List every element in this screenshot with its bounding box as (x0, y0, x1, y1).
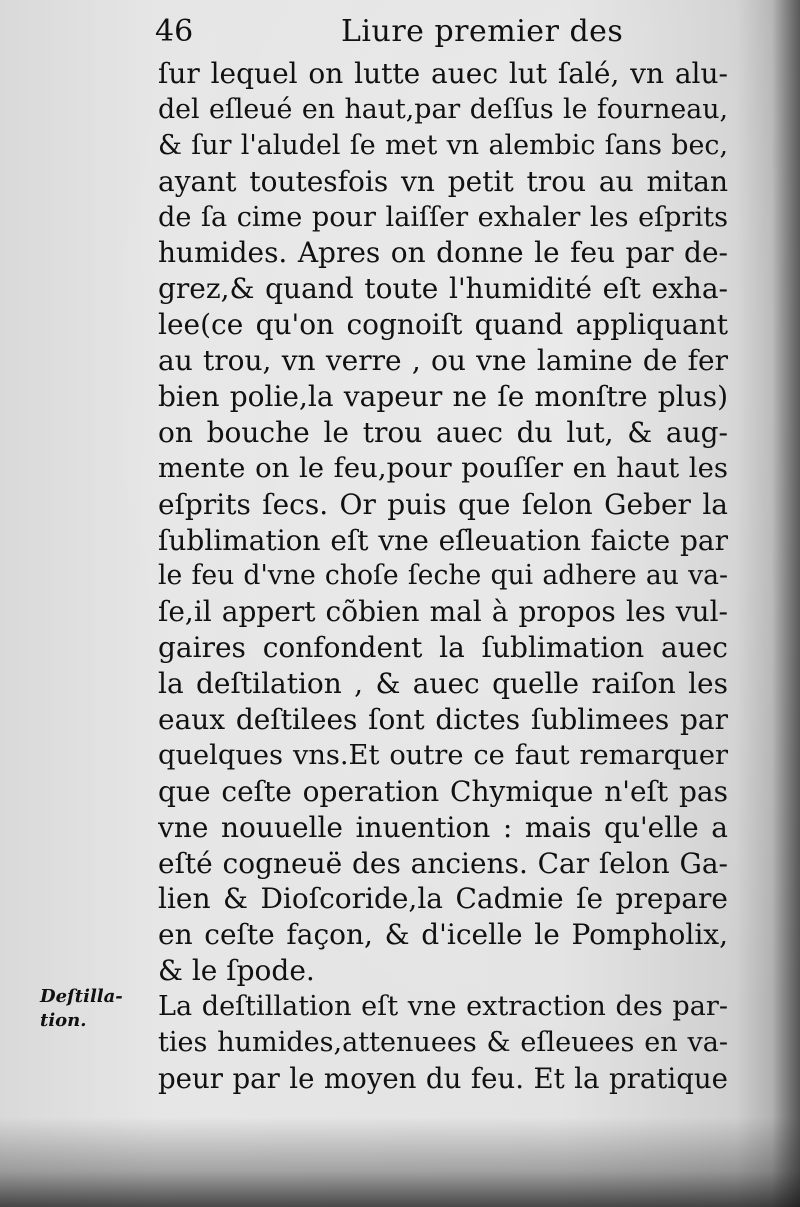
text-line: ties humides,attenuees & eſleuees en va- (158, 1027, 728, 1059)
text-line: humides. Apres on donne le feu par de- (158, 236, 728, 270)
text-line: lien & Dioſcoride,la Cadmie ſe prepare (158, 882, 728, 916)
text-line: La deſtillation eſt vne extraction des par- (158, 991, 728, 1023)
text-line: & le ſpode. (158, 954, 315, 988)
page-edge-shadow (772, 0, 800, 1207)
text-line: peur par le moyen du feu. Et la pratique (158, 1061, 728, 1095)
page-bottom-shadow (0, 1117, 800, 1207)
text-line: eaux deſtilees ſont dictes ſublimees par (158, 703, 728, 737)
text-line: eſprits ſecs. Or puis que ſelon Geber la (158, 487, 728, 521)
body-text (158, 56, 728, 1097)
text-line: ſur lequel on lutte auec lut ſalé, vn alu- (158, 57, 728, 90)
margin-note (40, 985, 140, 1033)
text-line: le feu d'vne choſe ſeche qui adhere au va- (158, 560, 728, 592)
text-line: gaires confondent la ſublimation auec (158, 631, 728, 665)
text-line: en ceſte façon, & d'icelle le Pompholix, (158, 918, 728, 952)
text-line: lee(ce qu'on cognoiſt quand appliquant (158, 308, 728, 342)
text-line: ſublimation eſt vne eſleuation faicte par (158, 523, 728, 557)
text-line: ayant toutesfois vn petit trou au mitan (158, 164, 728, 198)
text-line: eſté cogneuë des anciens. Car ſelon Ga- (158, 846, 728, 880)
page-number: 46 (155, 14, 194, 49)
text-line: au trou, vn verre , ou vne lamine de fer (158, 344, 728, 378)
page-header (155, 14, 715, 54)
text-line: on bouche le trou auec du lut, & aug- (158, 415, 728, 449)
text-line: vne nouuelle inuention : mais qu'elle a (158, 810, 728, 844)
text-line: del eſleué en haut,par deſſus le fourneau, (158, 93, 728, 125)
text-line: de ſa cime pour laiſſer exhaler les eſprits (158, 201, 728, 233)
running-title: Liure premier des (341, 14, 624, 49)
text-line: grez,& quand toute l'humidité eſt exha- (158, 272, 728, 306)
text-line: quelques vns.Et outre ce faut remarquer (158, 739, 728, 771)
margin-note-line: tion. (40, 1010, 87, 1031)
text-line: que ceſte operation Chymique n'eſt pas (158, 774, 728, 808)
text-line: mente on le feu,pour pouſſer en haut les (158, 451, 728, 484)
text-line: bien polie,la vapeur ne ſe monſtre plus) (158, 380, 728, 414)
margin-note-line: Deſtilla- (40, 986, 123, 1007)
text-line: ſe,il appert cõbien mal à propos les vul- (158, 595, 728, 629)
bleed-through-text (20, 596, 24, 610)
text-line: & ſur l'aludel ſe met vn alembic ſans bec, (158, 129, 728, 161)
text-line: la deſtilation , & auec quelle raiſon les (158, 667, 728, 701)
